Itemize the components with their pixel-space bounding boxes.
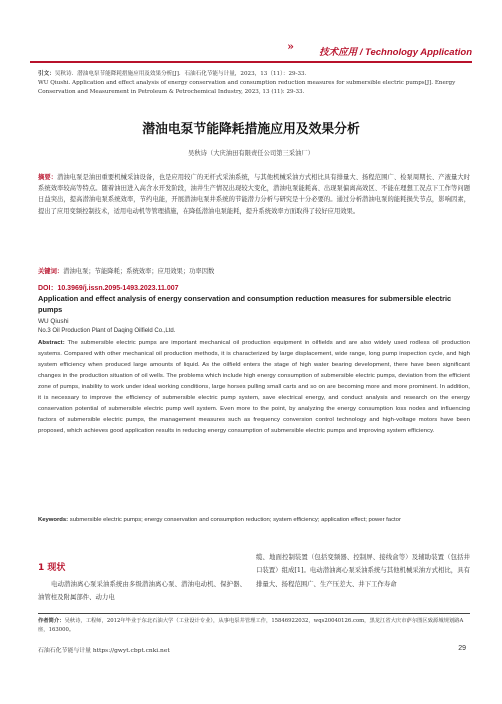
chevron-right-icon: » <box>287 40 294 53</box>
keywords-en-text: submersible electric pumps; energy conservation and consumption reduction; system efficiency; application effect; power factor <box>69 517 401 523</box>
abstract-en <box>38 338 470 437</box>
citation-block <box>38 70 470 98</box>
paper-title-en: Application and effect analysis of energy conservation and consumption reduction measures for submersible electric pumps <box>38 294 452 314</box>
section-heading: 1 现状 <box>38 563 66 573</box>
body-column-right: 缆、地面控制装置（包括变频器、控制屏、接线盒等）及辅助装置（包括井口装置）组成[1]。电动潜油离心泵采油系统与其他机械采油方式相比，具有排量大、扬程范围广、生产压差大、井下工作寿命 <box>256 553 470 588</box>
doi-link[interactable]: DOI：10.3969/j.issn.2095-1493.2023.11.007 <box>38 285 179 292</box>
abstract-en-text: The submersible electric pumps are important mechanical oil production equipment in oilfields and are also widely used rodless oil production systems. Compared with other mechanical oil production methods, it is characterized by large displacement, wide range, long pump inspection cycle, and high system efficiency when produced large amounts of liquid. As the oilfield enters the stage of high water bearing development, there have been significant changes in the production situation of oil wells. The problems which include high energy consumption of submersible electric pumps, deviation from the efficient zone of pumps, inability to work under ideal working conditions, large horses pulling small carts and so on are becoming more and more prominent. In addition, it is necessary to improve the efficiency of submersible electric pump system, save electrical energy, and conduct analysis and research on the energy conservation potential of submersible electric pump well system. Even more to the point, by analyzing the energy consumption loss nodes and influencing factors of submersible electric pumps, the management measures such as frequency conversion control technology and high-voltage motors have been proposed, which achieves good application results in reducing energy consumption of submersible electric pumps and improving system efficiency. <box>38 340 470 435</box>
header-rule <box>30 61 472 63</box>
keywords-cn-text: 潜油电泵；节能降耗；系统效率；应用效果；功率因数 <box>63 268 215 275</box>
keywords-cn <box>38 266 470 277</box>
abstract-cn-text: 潜油电泵是油田重要机械采油设备，也是应用较广的无杆式采油系统，与其他机械采油方式相比具有排量大、扬程范围广、检泵周期长、产液量大时系统效率较高等特点。随着油田进入高含水开发阶段，油井生产情况出现较大变化，潜油电泵能耗高、出现泵偏离高效区、不能在理想工况点下工作等问题日益突出，提高潜油电泵系统效率，节约电能，开展潜油电泵井系统的节能潜力分析与研究是十分必要的。通过分析潜油电泵的能耗损失节点，影响因素，提出了应用变频控制技术，适用电动机等管理措施，在降低潜油电泵能耗，提升系统效率方面取得了较好应用效果。 <box>38 174 471 215</box>
abstract-en-label: Abstract: <box>38 340 65 346</box>
page-number: 29 <box>458 645 466 652</box>
affiliation-en: No.3 Oil Production Plant of Daqing Oilfield Co.,Ltd. <box>38 328 176 334</box>
citation-cn: 吴秋诗．潜油电泵节能降耗措施应用及效果分析[J]．石油石化节能与计量，2023，13（11）：29-33． <box>54 71 311 77</box>
journal-footer[interactable]: 石油石化节能与计量 https://gwyt.cbpt.cnki.net <box>38 648 170 654</box>
running-header <box>30 40 472 68</box>
keywords-cn-label: 关键词： <box>38 268 64 275</box>
footnote-label: 作者简介： <box>38 618 65 624</box>
paper-title-cn: 潜油电泵节能降耗措施应用及效果分析 <box>142 122 360 137</box>
author-en: WU Qiushi <box>38 318 69 325</box>
body-column-left: 电动潜油离心泵采油系统由多级潜油离心泵、潜油电动机、保护器、油管柱及附属部件、动力电 <box>38 580 246 602</box>
footnote-rule <box>38 613 470 614</box>
abstract-cn-label: 摘要： <box>38 174 58 181</box>
abstract-cn <box>38 172 470 217</box>
author-cn: 吴秋诗（大庆油田有限责任公司第三采油厂） <box>188 150 314 157</box>
column-title: 技术应用 / Technology Application <box>319 47 472 58</box>
keywords-en <box>38 515 470 526</box>
citation-en: WU Qiushi. Application and effect analysis of energy conservation and consumption reduction measures for submersible electric pumps[J]. Energy Conservation and Measurement in Petroleum & Petrochemical Industry, 2023, 13 (11): 29-33. <box>38 80 456 96</box>
footnote-text: 吴秋诗，工程师，2012年毕业于东北石油大学（工业设计专业），从事电泵井管理工作，15846922032，wqs20040126.com，黑龙江省大庆市萨尔图区致源城规划路A座，163000。 <box>38 618 464 633</box>
author-footnote <box>38 617 470 635</box>
keywords-en-label: Keywords: <box>38 517 69 523</box>
citation-label: 引文： <box>38 71 55 77</box>
